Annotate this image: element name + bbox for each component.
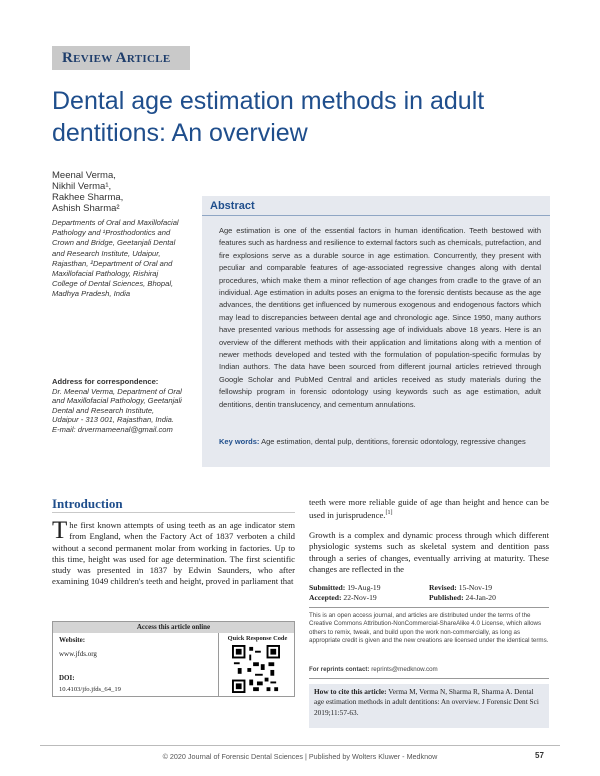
submitted-date: 19-Aug-19 (347, 583, 381, 592)
author-name: Ashish Sharma² (52, 203, 120, 214)
abstract-text: Age estimation is one of the essential factors in human identification. Teeth bestowed with features such as hardness and resilience to external factors such as chemicals, putrefaction, and fire explosions serve as a durable source in age estimation. Concurrently, they present with peculiar and comparable features of age-associated regressive changes along with dental procedures, which make them a minor reflection of age changes from cradle to the grave of an individual. Age estimation in adults poses an enigma to the forensic dentists because as the age advances, the dentitions get influenced by numerous exogenous and endogenous factors which may lead to discrepancies between dental age and chronologic age. Since 1950, many authors have presented various methods for assessing age of individuals above 18 years. Here is an overview of the different methods with their application and limitations along with a mention of newer methods developed and tested with the formulation of population-specific formulas by Indian authors. The data have been sourced from different journal articles retrieved through Google Scholar and PubMed Central and articles received as study materials during the fellowship program in forensic odontology using keywords such as age estimation, adult dentitions, dentin translucency, and cementum annulations. (219, 226, 541, 409)
author-name: Nikhil Verma¹, (52, 181, 112, 192)
doi-label: DOI: (59, 674, 75, 682)
intro-heading: Introduction (52, 496, 123, 511)
reprints-line (309, 666, 549, 673)
qr-code-icon[interactable] (231, 645, 281, 693)
correspondence-block (52, 377, 182, 435)
author-name: Rakhee Sharma, (52, 192, 124, 203)
dates-row-2 (309, 593, 549, 603)
dates-row-1 (309, 583, 549, 593)
drop-cap: T (52, 517, 68, 544)
license-text: This is an open access journal, and articles are distributed under the terms of the Creative Commons Attribution-NonCommercial-ShareAlike 4.0 License, which allows others to remix, tweak, and build upon the work non-commercially, as long as appropriate credit is given and the new creations are licensed under the identical terms. (309, 612, 549, 645)
abstract-heading: Abstract (210, 200, 255, 212)
article-title: Dental age estimation methods in adult dentitions: An overview (52, 87, 485, 147)
keywords (219, 436, 541, 447)
qr-label: Quick Response Code (227, 635, 288, 642)
website-link[interactable]: www.jfds.org (59, 650, 97, 658)
divider (309, 607, 549, 608)
doi-link[interactable]: 10.4103/jfo.jfds_64_19 (59, 686, 121, 693)
revised-label: Revised: (429, 583, 457, 592)
published-label: Published: (429, 593, 464, 602)
access-heading: Access this article online (53, 622, 294, 633)
website-label: Website: (59, 636, 86, 644)
author-list (52, 170, 123, 214)
correspondence-label: Address for correspondence: (52, 377, 159, 386)
intro-paragraph-1 (52, 517, 295, 588)
page-number: 57 (535, 751, 544, 760)
access-online-box (52, 621, 295, 697)
keywords-label: Key words: (219, 437, 260, 446)
intro-col2-continuation (309, 497, 549, 521)
footer-divider (40, 745, 560, 746)
intro-col1-text: he first known attempts of using teeth as an age indicator stem from England, when the Factory Act of 1837 verboten a child without a second permanent molar from working in factories. Up to this time, height was used for age determination. The first scientific study was presented in 1837 by Edwin Saunders, who after examining 1049 children's teeth and height, proved in parliament that (52, 520, 295, 587)
qr-cell (218, 633, 296, 696)
keywords-text: Age estimation, dental pulp, dentitions, forensic odontology, regressive changes (261, 437, 526, 446)
accepted-label: Accepted: (309, 593, 342, 602)
divider (309, 678, 549, 679)
cite-text: Verma M, Verma N, Sharma R, Sharma A. Dental age estimation methods in adult dentitions: An overview. J Forensic Dent Sci 2019;11:57-63. (314, 687, 539, 717)
published-date: 24-Jan-20 (465, 593, 496, 602)
abstract-divider (202, 215, 550, 216)
accepted-date: 22-Nov-19 (343, 593, 377, 602)
correspondence-address: Dr. Meenal Verma, Department of Oral and Maxillofacial Pathology, Geetanjali Dental and Research Institute, Udaipur - 313 001, Rajasthan, India. (52, 386, 182, 425)
submitted-label: Submitted: (309, 583, 346, 592)
intro-paragraph-2: Growth is a complex and dynamic process through which different physiologic systems such as skeletal system and dentition pass through a series of changes, eventually arriving at maturity. These changes are reflected in the (309, 530, 549, 574)
cite-label: How to cite this article: (314, 687, 387, 696)
section-tag: Review Article (52, 46, 190, 70)
citation-ref[interactable]: [1] (385, 510, 393, 517)
article-dates (309, 583, 549, 603)
author-name: Meenal Verma, (52, 170, 116, 181)
affiliations: Departments of Oral and Maxillofacial Pathology and ¹Prosthodontics and Crown and Bridge, Geetanjali Dental and Research Institute, Udaipur, Rajasthan, ²Department of Oral and Maxillofacial Pathology, Rishiraj College of Dental Sciences, Bhopal, Madhya Pradesh, India (52, 218, 179, 299)
intro-divider (52, 512, 295, 513)
revised-date: 15-Nov-19 (458, 583, 493, 592)
reprints-label: For reprints contact: (309, 666, 370, 673)
abstract-box (202, 196, 550, 467)
citation-box (309, 684, 549, 728)
intro-col2-top-text: teeth were more reliable guide of age than height and hence can be used in jurisprudence. (309, 497, 549, 521)
correspondence-email[interactable]: E-mail: drvermameenal@gmail.com (52, 424, 173, 434)
page-footer: © 2020 Journal of Forensic Dental Sciences | Published by Wolters Kluwer - Medknow (162, 752, 438, 761)
reprints-email[interactable]: reprints@medknow.com (371, 666, 438, 673)
